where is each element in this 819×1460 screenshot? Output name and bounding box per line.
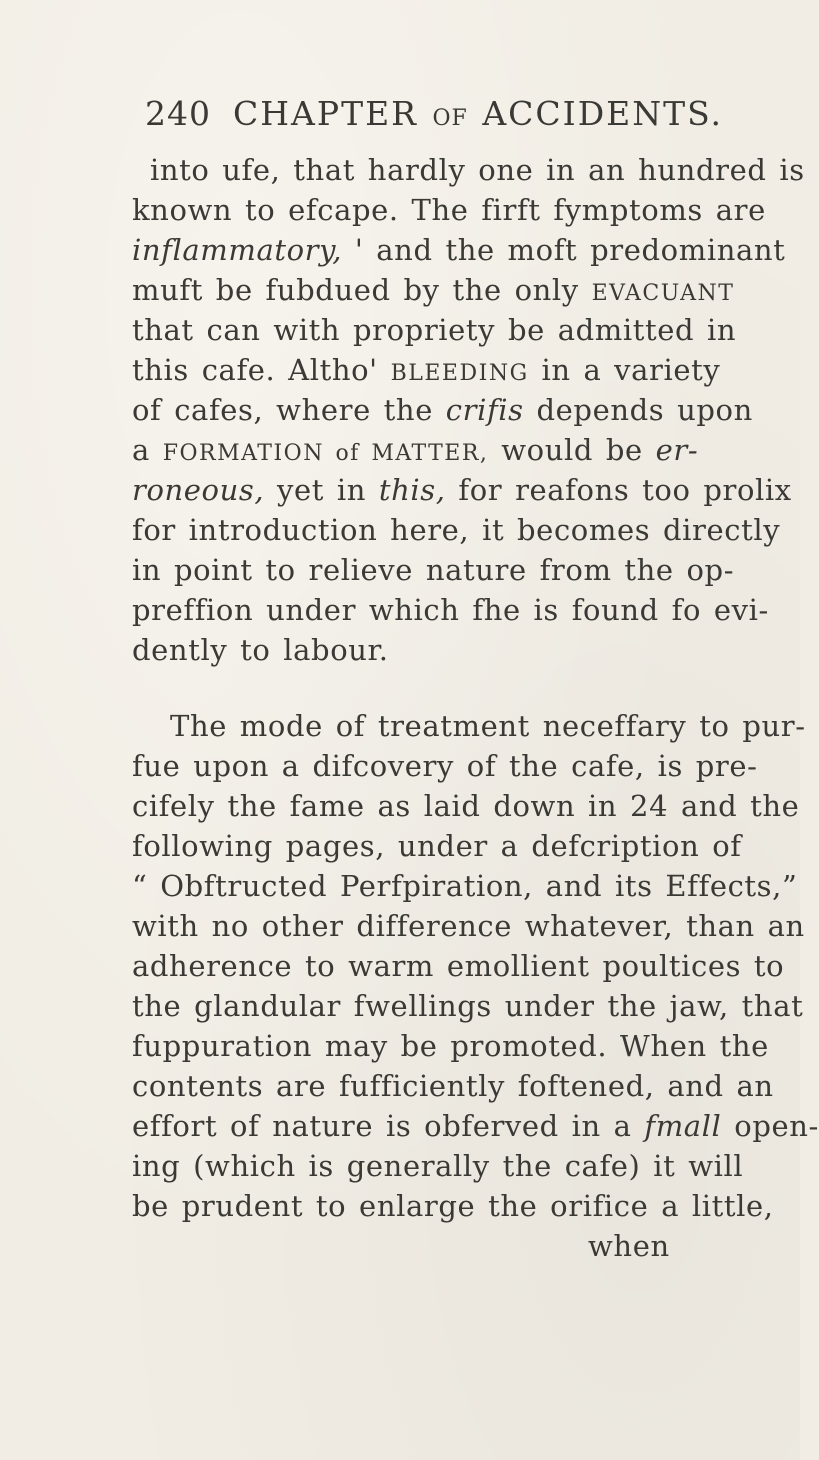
text-line: [132, 946, 784, 986]
catchword: [588, 1226, 670, 1266]
text-line: [132, 1026, 769, 1066]
text-line: [132, 470, 792, 510]
text-span: would be: [501, 433, 643, 467]
italic-span: crifis: [445, 393, 524, 427]
text-span: yet in: [277, 473, 367, 507]
text-line: [150, 150, 805, 190]
text-span: “ Obftructed Perfpiration, and its Effects,”: [132, 869, 798, 903]
text-line: [132, 550, 734, 590]
text-span: effort of nature is obferved in a: [132, 1109, 632, 1143]
text-span: depends upon: [536, 393, 753, 427]
text-span: the glandular fwellings under the jaw, that: [132, 989, 804, 1023]
text-span: muft be fubdued by the only: [132, 273, 579, 307]
text-span: ' and the moft predominant: [354, 233, 786, 267]
text-line: [132, 190, 766, 230]
text-line: [132, 310, 736, 350]
text-line: [132, 390, 753, 430]
text-span: The mode of treatment neceffary to pur-: [170, 709, 806, 743]
small-caps-span: FORMATION of MATTER,: [162, 441, 489, 466]
text-line: [132, 1146, 743, 1186]
text-span: into ufe, that hardly one in an hundred is: [150, 153, 805, 187]
text-line: [132, 430, 698, 474]
text-span: of cafes, where the: [132, 393, 433, 427]
italic-span: inflammatory,: [132, 233, 343, 267]
text-span: following pages, under a defcription of: [132, 829, 742, 863]
text-line: [132, 630, 389, 670]
text-line: [132, 270, 734, 314]
page-number: 240: [145, 94, 211, 133]
text-span: cifely the fame as laid down in 24 and the: [132, 789, 800, 823]
text-span: for reafons too prolix: [458, 473, 792, 507]
text-line: [132, 866, 797, 906]
small-caps-span: EVACUANT: [591, 281, 735, 306]
running-head-chapter: CHAPTER: [233, 94, 419, 133]
text-span: this cafe. Altho': [132, 353, 378, 387]
text-line: [132, 746, 758, 786]
text-span: dently to labour.: [132, 633, 389, 667]
text-line: [132, 510, 780, 550]
text-span: known to efcape. The firft fymptoms are: [132, 193, 766, 227]
text-line: [132, 1066, 774, 1106]
text-span: be prudent to enlarge the orifice a little,: [132, 1189, 774, 1223]
catchword-text: when: [588, 1229, 670, 1263]
italic-span: roneous,: [132, 473, 265, 507]
text-span: in point to relieve nature from the op-: [132, 553, 735, 587]
text-line: [170, 706, 806, 746]
text-line: [132, 590, 769, 630]
text-span: for introduction here, it becomes directly: [132, 513, 781, 547]
text-span: ing (which is generally the cafe) it will: [132, 1149, 744, 1183]
text-line: [132, 986, 803, 1026]
italic-span: this,: [378, 473, 446, 507]
text-line: [132, 1106, 819, 1146]
text-span: adherence to warm emollient poultices to: [132, 949, 785, 983]
text-line: [132, 906, 805, 946]
text-span: open-: [734, 1109, 819, 1143]
text-span: a: [132, 433, 150, 467]
text-span: in a variety: [541, 353, 721, 387]
small-caps-span: BLEEDING: [390, 361, 529, 386]
italic-span: er-: [655, 433, 699, 467]
italic-span: fmall: [644, 1109, 722, 1143]
text-span: with no other difference whatever, than an: [132, 909, 805, 943]
text-line: [132, 230, 785, 270]
text-line: [132, 1186, 774, 1226]
text-line: [132, 786, 799, 826]
text-line: [132, 350, 720, 394]
running-head-accidents: ACCIDENTS.: [482, 94, 724, 133]
text-line: [132, 826, 742, 866]
text-span: fuppuration may be promoted. When the: [132, 1029, 769, 1063]
text-span: fue upon a difcovery of the cafe, is pre-: [132, 749, 758, 783]
running-head-of: OF: [432, 106, 468, 131]
text-span: contents are fufficiently foftened, and an: [132, 1069, 774, 1103]
text-span: that can with propriety be admitted in: [132, 313, 737, 347]
text-span: preffion under which fhe is found fo evi-: [132, 593, 769, 627]
